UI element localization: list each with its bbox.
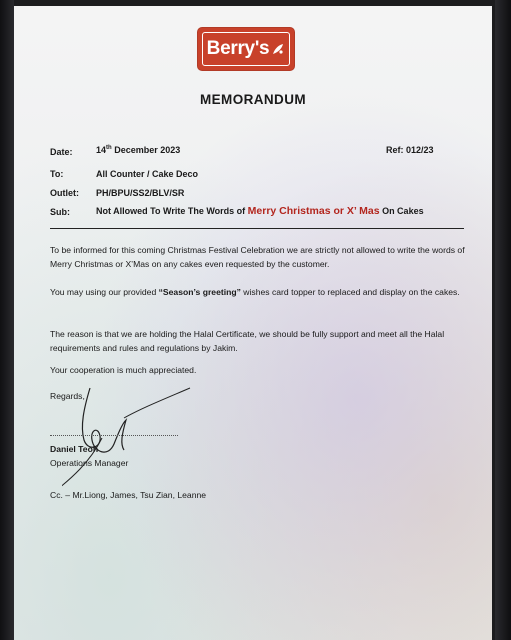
cooperation-line: Your cooperation is much appreciated. xyxy=(50,365,197,375)
logo-text: Berry's xyxy=(206,38,270,59)
signature-line xyxy=(50,435,178,436)
berrys-logo xyxy=(198,28,294,70)
signature xyxy=(62,378,202,498)
paragraph-reason: The reason is that we are holding the Halal Certificate, we should be fully support and meet all the Halal requirements and rules and regulations by Jakim. xyxy=(50,329,445,353)
subject-label: Sub: xyxy=(50,207,70,217)
device-frame-right xyxy=(495,0,511,640)
to-label: To: xyxy=(50,169,64,179)
memo-page xyxy=(14,6,492,640)
berry-leaf-icon xyxy=(271,42,285,56)
signer-role: Operations Manager xyxy=(50,458,129,468)
device-frame-left xyxy=(0,0,14,640)
cc-line: Cc. – Mr.Liong, James, Tsu Zian, Leanne xyxy=(50,490,207,500)
regards-line: Regards, xyxy=(50,391,85,401)
outlet-value: PH/BPU/SS2/BLV/SR xyxy=(96,188,185,198)
paragraph-notice: To be informed for this coming Christmas Festival Celebration we are strictly not allowed to write the words of Merry Christmas or X’Mas on any cakes even requested by the customer. xyxy=(50,245,465,269)
date-label: Date: xyxy=(50,147,73,157)
memo-title: MEMORANDUM xyxy=(200,92,306,107)
outlet-label: Outlet: xyxy=(50,188,79,198)
reference-number: Ref: 012/23 xyxy=(386,145,434,155)
paragraph-alternative: You may using our provided “Season’s greeting” wishes card topper to replaced and display on the cakes. xyxy=(50,287,460,297)
subject-highlight: Merry Christmas or X’ Mas xyxy=(247,205,380,217)
subject-value: Not Allowed To Write The Words of Merry Christmas or X’ Mas On Cakes xyxy=(96,205,424,217)
divider xyxy=(50,228,464,229)
date-value: 14th December 2023 xyxy=(96,145,181,155)
to-value: All Counter / Cake Deco xyxy=(96,169,199,179)
signer-name: Daniel Teoh xyxy=(50,444,99,454)
